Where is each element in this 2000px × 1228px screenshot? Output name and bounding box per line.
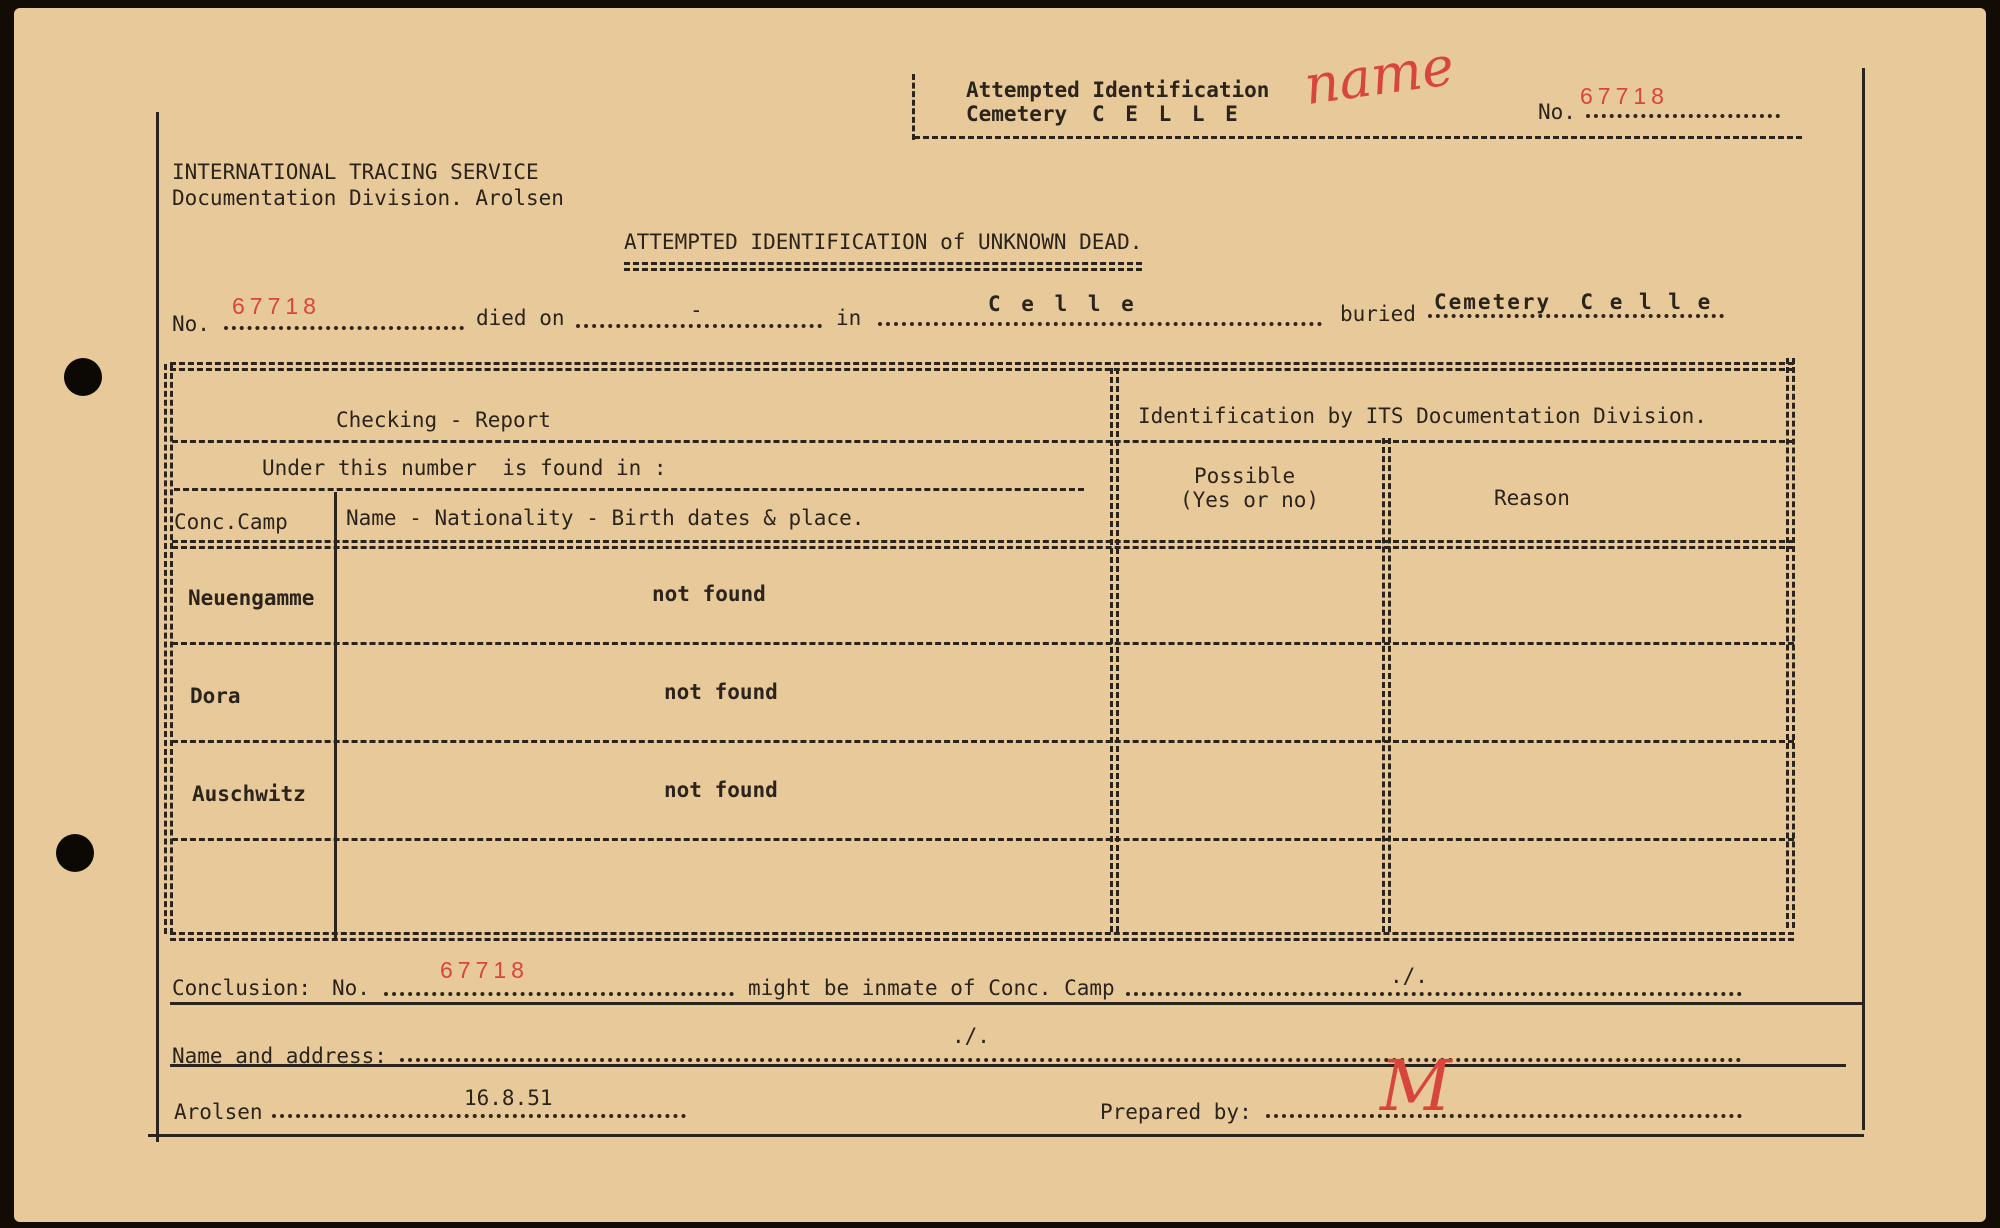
reason-header: Reason xyxy=(1494,486,1570,510)
conclusion-camp-dots xyxy=(1126,992,1742,996)
footer-date: 16.8.51 xyxy=(464,1086,553,1110)
header-number: 67718 xyxy=(1580,83,1669,109)
camp-column-header: Conc.Camp xyxy=(174,510,288,534)
record-no-dots xyxy=(224,326,464,330)
header-cemetery-value: C E L L E xyxy=(1092,102,1242,126)
record-no-label: No. xyxy=(172,312,210,336)
conclusion-no-label: No. xyxy=(332,976,370,1000)
frame-left xyxy=(156,112,159,1142)
table-top-border xyxy=(170,362,1794,371)
row-3-divider xyxy=(172,838,1794,841)
died-on-label: died on xyxy=(476,306,565,330)
table-row-3-result: not found xyxy=(664,778,778,802)
prepared-by-label: Prepared by: xyxy=(1100,1100,1252,1124)
header-handwritten-note: name xyxy=(1300,33,1458,118)
footer-place-label: Arolsen xyxy=(174,1100,263,1124)
buried-label: buried xyxy=(1340,302,1416,326)
name-address-dots xyxy=(400,1058,1742,1062)
camp-name-divider xyxy=(334,492,337,938)
died-on-dots xyxy=(576,324,822,328)
column-header-divider xyxy=(172,540,1794,549)
table-left-border xyxy=(164,364,173,934)
name-address-label: Name and address: xyxy=(172,1044,387,1068)
prepared-by-dots xyxy=(1266,1114,1742,1118)
died-on-value: - xyxy=(690,298,703,322)
conclusion-no-dots xyxy=(384,992,734,996)
header-row-divider xyxy=(172,440,1794,443)
header-no-dots xyxy=(1586,114,1780,118)
identification-header: Identification by ITS Documentation Division. xyxy=(1138,404,1707,428)
table-center-divider xyxy=(1110,368,1119,932)
in-dots xyxy=(878,322,1322,326)
header-box-divider xyxy=(912,74,915,140)
document-title: ATTEMPTED IDENTIFICATION of UNKNOWN DEAD. xyxy=(624,230,1143,254)
possible-header-line-2: (Yes or no) xyxy=(1180,488,1320,512)
table-row-1-camp: Neuengamme xyxy=(188,586,315,610)
found-in-header: Under this number is found in : xyxy=(262,456,667,480)
conclusion-middle-text: might be inmate of Conc. Camp xyxy=(748,976,1115,1000)
table-row-2-camp: Dora xyxy=(190,684,241,708)
punch-hole-top xyxy=(64,358,102,396)
record-number: 67718 xyxy=(232,293,321,319)
header-no-label: No. xyxy=(1538,100,1576,124)
row-2-divider xyxy=(172,740,1794,743)
org-line-2: Documentation Division. Arolsen xyxy=(172,186,564,210)
name-address-value: ./. xyxy=(952,1024,990,1048)
table-row-3-camp: Auschwitz xyxy=(192,782,306,806)
footer-date-dots xyxy=(272,1114,686,1118)
table-row-2-result: not found xyxy=(664,680,778,704)
buried-dots xyxy=(1428,314,1724,318)
possible-reason-divider xyxy=(1382,438,1391,932)
attempted-identification-label: Attempted Identification xyxy=(966,78,1270,102)
conclusion-camp-value: ./. xyxy=(1390,964,1428,988)
row-1-divider xyxy=(172,642,1794,645)
conclusion-label: Conclusion: xyxy=(172,976,312,1000)
prepared-by-signature: M xyxy=(1380,1045,1452,1127)
header-underline xyxy=(914,136,1802,139)
in-label: in xyxy=(836,306,862,330)
conclusion-underline xyxy=(170,1002,1864,1005)
frame-right xyxy=(1862,68,1865,1130)
buried-value: Cemetery C e l l e xyxy=(1434,290,1713,314)
table-bottom-border xyxy=(170,932,1794,941)
checking-report-header: Checking - Report xyxy=(336,408,551,432)
punch-hole-bottom xyxy=(56,834,94,872)
title-double-underline xyxy=(624,262,1142,271)
conclusion-number: 67718 xyxy=(440,957,529,983)
org-line-1: INTERNATIONAL TRACING SERVICE xyxy=(172,160,539,184)
name-address-underline xyxy=(170,1064,1846,1067)
found-in-divider xyxy=(174,488,1084,491)
frame-bottom xyxy=(148,1134,1864,1137)
name-column-header: Name - Nationality - Birth dates & place. xyxy=(346,506,865,530)
in-value: C e l l e xyxy=(988,292,1138,316)
table-row-1-result: not found xyxy=(652,582,766,606)
index-card xyxy=(14,8,1986,1222)
header-cemetery-label: Cemetery xyxy=(966,102,1068,126)
possible-header-line-1: Possible xyxy=(1194,464,1296,488)
